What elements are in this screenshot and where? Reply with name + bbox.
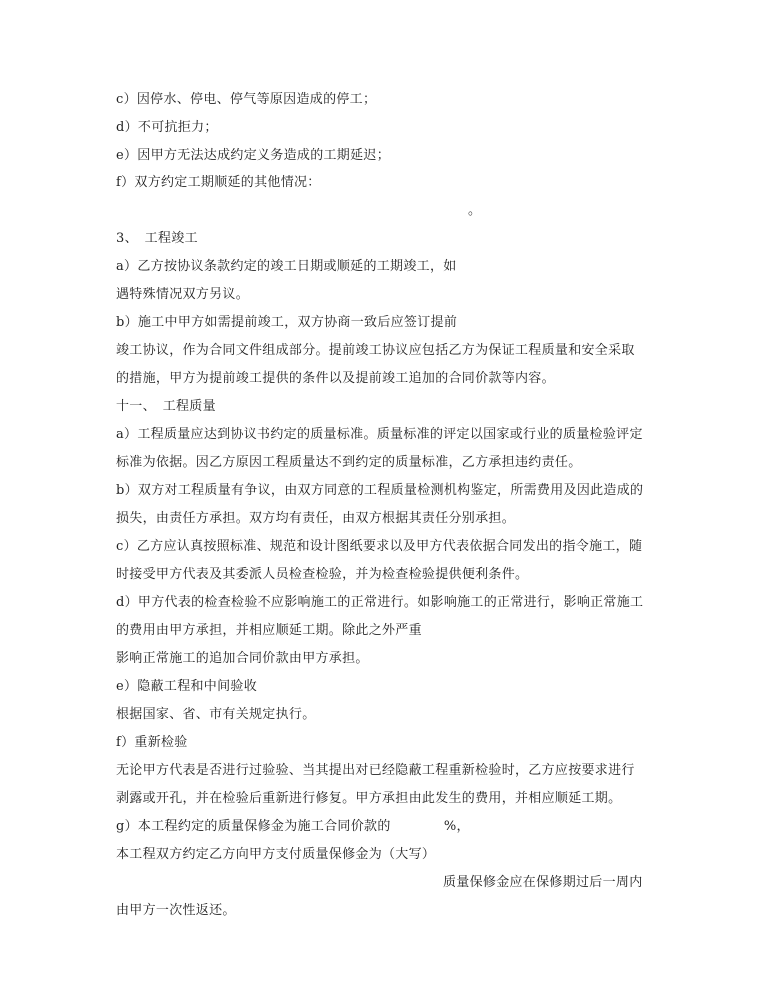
text-line-retention-amount: 本工程双方约定乙方向甲方支付质量保修金为（大写） <box>116 847 436 862</box>
text-line-early-agreement: 竣工协议，作为合同文件组成部分。提前竣工协议应包括乙方为保证工程质量和安全采取 <box>116 343 635 358</box>
text-line-period: 。 <box>468 203 482 218</box>
text-line-b-early: b）施工中甲方如需提前竣工，双方协商一致后应签订提前 <box>116 315 458 330</box>
text-line-a-quality: a）工程质量应达到协议书约定的质量标准。质量标准的评定以国家或行业的质量检验评定 <box>116 427 643 442</box>
section-heading-completion: 3、 工程竣工 <box>116 231 198 246</box>
text-line-b-dispute: b）双方对工程质量有争议，由双方同意的工程质量检测机构鉴定，所需费用及因此造成的 <box>116 483 644 498</box>
text-line-dispute-loss: 损失，由责任方承担。双方均有责任，由双方根据其责任分别承担。 <box>116 511 516 526</box>
text-line-early-measures: 的措施，甲方为提前竣工提供的条件以及提前竣工追加的合同价款等内容。 <box>116 371 555 386</box>
text-line-reinspection-repair: 剥露或开孔，并在检验后重新进行修复。甲方承担由此发生的费用，并相应顺延工期。 <box>116 791 622 806</box>
text-line-reinspection-req: 无论甲方代表是否进行过验验、当其提出对已经隐蔽工程重新检验时，乙方应按要求进行 <box>116 763 635 778</box>
text-line-c-construction: c）乙方应认真按照标准、规范和设计图纸要求以及甲方代表依据合同发出的指令施工，随 <box>116 539 643 554</box>
text-line-d-inspection: d）甲方代表的检查检验不应影响施工的正常进行。如影响施工的正常进行，影响正常施工 <box>116 595 644 610</box>
text-line-inspection: 时接受甲方代表及其委派人员检查检验，并为检查检验提供便利条件。 <box>116 567 529 582</box>
text-line-e-concealed: e）隐蔽工程和中间验收 <box>116 679 257 694</box>
text-line-retention-return: 质量保修金应在保修期过后一周内 <box>443 875 643 890</box>
text-line-one-time-return: 由甲方一次性返还。 <box>116 903 236 918</box>
text-line-e-delay: e）因甲方无法达成约定义务造成的工期延迟； <box>116 148 390 163</box>
text-line-f-other: f）双方约定工期顺延的其他情况： <box>116 175 321 190</box>
text-line-f-reinspection: f）重新检验 <box>116 735 188 750</box>
text-line-a-completion: a）乙方按协议条款约定的竣工日期或顺延的工期竣工，如 <box>116 259 457 274</box>
text-line-c-stoppage: c）因停水、停电、停气等原因造成的停工； <box>116 92 377 107</box>
text-line-d-force-majeure: d）不可抗拒力； <box>116 120 218 135</box>
text-line-regulations: 根据国家、省、市有关规定执行。 <box>116 707 316 722</box>
text-line-inspection-cost: 的费用由甲方承担，并相应顺延工期。除此之外严重 <box>116 623 422 638</box>
section-heading-quality: 十一、 工程质量 <box>116 399 216 414</box>
text-line-g-retention: g）本工程约定的质量保修金为施工合同价款的 %， <box>116 819 470 834</box>
text-line-quality-standard: 标准为依据。因乙方原因工程质量达不到约定的质量标准，乙方承担违约责任。 <box>116 455 582 470</box>
text-line-additional-price: 影响正常施工的追加合同价款由甲方承担。 <box>116 651 369 666</box>
text-line-special-case: 遇特殊情况双方另议。 <box>116 287 250 302</box>
